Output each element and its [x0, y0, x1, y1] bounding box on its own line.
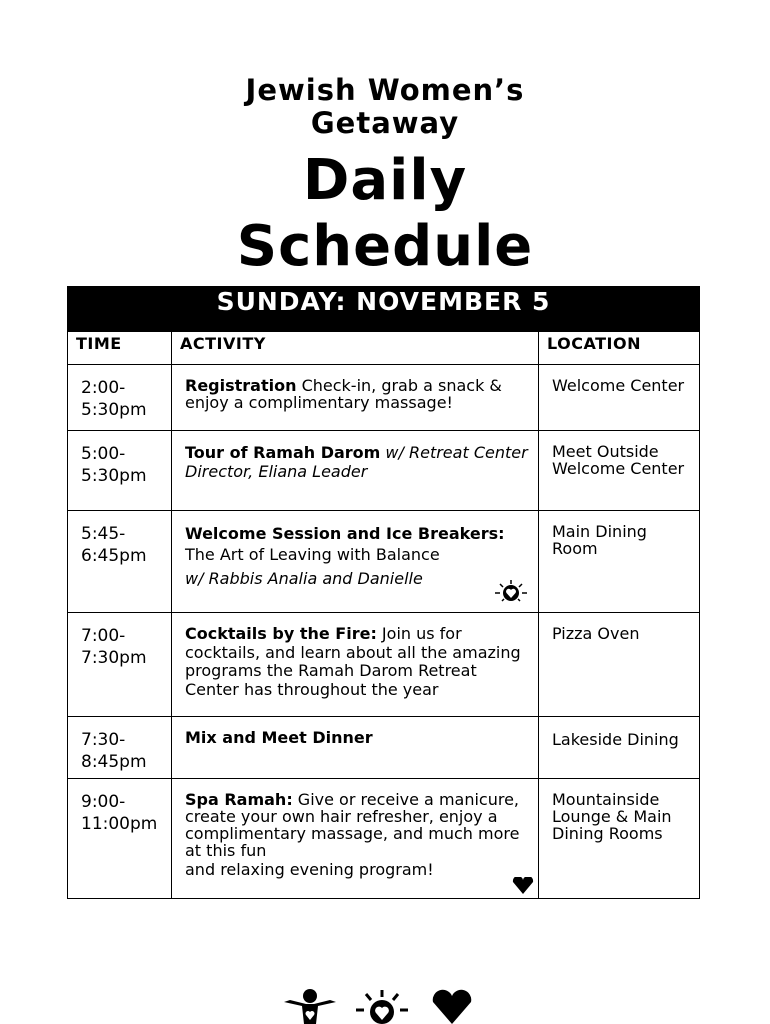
table-row [68, 613, 700, 717]
activity-desc: w/ Retreat Center Director, Eliana Leader [185, 443, 528, 481]
time-end: 5:30pm [81, 466, 147, 486]
activity-cell [172, 431, 539, 511]
time-cell [68, 365, 172, 431]
time-start: 5:45- [81, 524, 126, 544]
activity-desc: Give or receive a manicure, create your own hair refresher, enjoy a complimentary massage, and much more at this fun [185, 790, 520, 860]
location-column-header: LOCATION [539, 332, 700, 365]
time-end: 11:00pm [81, 814, 158, 834]
time-end: 5:30pm [81, 400, 147, 420]
time-start: 5:00- [81, 444, 126, 464]
activity-title: Registration [185, 376, 297, 395]
time-cell [68, 779, 172, 899]
time-column-header: TIME [68, 332, 172, 365]
day-header-row [68, 287, 700, 332]
location-cell: Welcome Center [539, 365, 700, 431]
activity-desc-continued: and relaxing evening program! [185, 860, 434, 879]
time-cell [68, 511, 172, 613]
table-row [68, 717, 700, 779]
table-row [68, 431, 700, 511]
activity-desc: Check-in, grab a snack & enjoy a complimentary massage! [185, 376, 502, 412]
time-end: 7:30pm [81, 648, 147, 668]
activity-cell [172, 717, 539, 779]
activity-title: Tour of Ramah Darom [185, 443, 381, 462]
activity-column-header: ACTIVITY [172, 332, 539, 365]
activity-cell [172, 365, 539, 431]
heart-sun-icon [494, 579, 528, 607]
person-heart-icon [280, 988, 340, 1024]
table-row [68, 365, 700, 431]
heart-icon [512, 877, 534, 895]
time-end: 6:45pm [81, 546, 147, 566]
time-cell [68, 431, 172, 511]
title-block [0, 74, 770, 280]
location-cell: Mountainside Lounge & Main Dining Rooms [539, 779, 700, 899]
schedule-table [67, 286, 700, 899]
time-end: 8:45pm [81, 752, 147, 772]
activity-cell [172, 511, 539, 613]
day-header: SUNDAY: NOVEMBER 5 [68, 287, 700, 332]
event-title [0, 74, 770, 140]
page-title [0, 148, 770, 280]
activity-title: Welcome Session and Ice Breakers: [185, 524, 505, 543]
heart-icon [430, 988, 474, 1024]
location-cell: Meet Outside Welcome Center [539, 431, 700, 511]
column-header-row [68, 332, 700, 365]
activity-title: Mix and Meet Dinner [185, 728, 373, 747]
activity-title: Spa Ramah: [185, 790, 293, 809]
activity-cell [172, 613, 539, 717]
page-title-line1: Daily [302, 148, 468, 213]
page-title-line2: Schedule [236, 214, 534, 279]
event-title-line2: Getaway [310, 106, 460, 140]
activity-cell [172, 779, 539, 899]
time-cell [68, 613, 172, 717]
location-cell: Main Dining Room [539, 511, 700, 613]
time-start: 7:00- [81, 626, 126, 646]
table-row [68, 779, 700, 899]
time-start: 7:30- [81, 730, 126, 750]
time-start: 2:00- [81, 378, 126, 398]
event-title-line1: Jewish Women’s [245, 73, 525, 107]
activity-title: Cocktails by the Fire: [185, 624, 377, 643]
activity-presenters: w/ Rabbis Analia and Danielle [185, 569, 423, 588]
location-cell: Lakeside Dining [539, 717, 700, 779]
heart-sun-icon [352, 988, 412, 1024]
footer-icons [280, 988, 480, 1024]
activity-desc: Join us for cocktails, and learn about all the amazing programs the Ramah Darom Retreat Center has throughout the year [185, 624, 521, 699]
table-row [68, 511, 700, 613]
time-start: 9:00- [81, 792, 126, 812]
location-cell: Pizza Oven [539, 613, 700, 717]
time-cell [68, 717, 172, 779]
activity-desc: The Art of Leaving with Balance [185, 545, 440, 564]
